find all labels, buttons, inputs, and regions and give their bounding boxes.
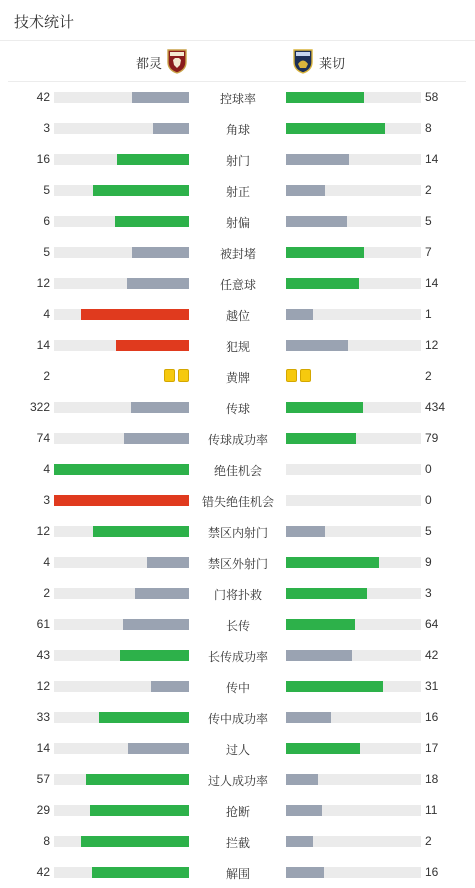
away-bar-track [286,712,421,723]
home-bar-fill [128,743,189,754]
stats-list [0,82,475,888]
yellow-card-icon [300,369,311,382]
away-bar-fill [286,216,347,227]
home-team-name: 都灵 [135,56,162,71]
away-bar-track [286,805,421,816]
stat-row [0,578,475,609]
header [0,0,475,41]
stat-row [0,857,475,888]
stat-label: 过人 [225,743,250,757]
stat-label: 禁区外射门 [207,557,268,571]
stat-row [0,361,475,392]
stat-label: 长传成功率 [207,650,268,664]
away-value: 14 [425,276,439,290]
home-bar-fill [92,867,189,878]
away-value: 5 [425,214,432,228]
home-bar-track [54,309,189,320]
stat-row [0,82,475,113]
stat-label: 任意球 [219,278,256,292]
stat-row [0,237,475,268]
lecce-crest-icon [292,48,314,74]
stat-row [0,113,475,144]
stat-row [0,206,475,237]
home-value: 2 [43,586,50,600]
home-bar-fill [81,309,189,320]
yellow-card-icon [286,369,297,382]
home-bar-track [54,433,189,444]
home-bar-fill [116,340,189,351]
home-bar-fill [117,154,189,165]
stat-row [0,454,475,485]
home-bar-fill [54,464,189,475]
away-bar-track [286,588,421,599]
away-value: 1 [425,307,432,321]
home-bar-fill [86,774,189,785]
away-bar-track [286,557,421,568]
home-value: 16 [36,152,50,166]
home-bar-fill [127,278,189,289]
away-bar-track [286,247,421,258]
stat-label: 长传 [225,619,250,633]
stat-row [0,547,475,578]
torino-bull-crest-icon [166,48,188,74]
away-value: 8 [425,121,432,135]
stat-row [0,826,475,857]
away-bar-track [286,154,421,165]
away-bar-fill [286,743,360,754]
home-value: 3 [43,121,50,135]
home-value: 12 [36,524,50,538]
away-yellow-cards [286,369,311,382]
home-bar-fill [132,92,189,103]
home-value: 2 [43,369,50,383]
stat-row [0,764,475,795]
home-bar-fill [153,123,189,134]
stat-row [0,640,475,671]
away-value: 11 [425,803,438,817]
stat-row [0,671,475,702]
away-value: 14 [425,152,439,166]
home-value: 322 [29,400,50,414]
home-value: 14 [36,741,50,755]
home-bar-track [54,650,189,661]
home-value: 14 [36,338,50,352]
home-bar-track [54,774,189,785]
home-value: 12 [36,679,50,693]
stat-label: 拦截 [225,836,250,850]
home-bar-track [54,619,189,630]
stat-row [0,268,475,299]
away-bar-fill [286,340,348,351]
away-value: 79 [425,431,439,445]
away-value: 0 [425,493,432,507]
away-bar-track [286,464,421,475]
stat-row [0,423,475,454]
home-bar-track [54,836,189,847]
home-bar-track [54,588,189,599]
away-bar-fill [286,867,324,878]
stat-row [0,609,475,640]
stat-label: 错失绝佳机会 [201,495,274,509]
home-bar-fill [135,588,189,599]
stat-label: 被封堵 [219,247,256,261]
home-bar-track [54,557,189,568]
away-bar-track [286,619,421,630]
away-value: 434 [425,400,446,414]
away-value: 2 [425,834,432,848]
home-value: 33 [36,710,50,724]
home-bar-fill [93,185,189,196]
stat-row [0,702,475,733]
home-bar-fill [124,433,189,444]
away-value: 3 [425,586,432,600]
home-bar-track [54,681,189,692]
stat-label: 抢断 [225,805,250,819]
home-bar-track [54,92,189,103]
home-bar-fill [81,836,189,847]
away-bar-track [286,774,421,785]
stat-label: 绝佳机会 [213,464,262,478]
home-value: 12 [36,276,50,290]
away-bar-fill [286,433,356,444]
away-value: 16 [425,710,439,724]
home-bar-fill [99,712,189,723]
stat-label: 越位 [225,309,250,323]
home-bar-track [54,185,189,196]
away-team-name: 莱切 [319,56,346,71]
away-bar-track [286,650,421,661]
home-bar-fill [54,495,189,506]
home-bar-track [54,867,189,878]
stat-label: 射偏 [225,216,250,230]
home-yellow-cards [164,369,189,382]
stat-label: 解围 [225,867,250,881]
away-bar-track [286,340,421,351]
home-bar-fill [120,650,189,661]
stat-row [0,795,475,826]
stat-label: 犯规 [225,340,250,354]
stat-label: 控球率 [219,92,256,106]
away-bar-track [286,216,421,227]
stat-label: 传中 [225,681,250,695]
home-value: 74 [36,431,50,445]
away-value: 2 [425,369,432,383]
home-bar-track [54,154,189,165]
away-bar-fill [286,247,364,258]
home-bar-track [54,247,189,258]
home-bar-track [54,805,189,816]
home-value: 5 [43,245,50,259]
teams-bar [8,41,466,82]
home-bar-track [54,123,189,134]
home-value: 42 [36,865,50,879]
away-value: 5 [425,524,432,538]
home-bar-fill [132,247,189,258]
away-bar-fill [286,185,325,196]
home-bar-track [54,278,189,289]
away-value: 64 [425,617,439,631]
away-bar-track [286,867,421,878]
away-bar-fill [286,619,355,630]
home-value: 61 [36,617,50,631]
stat-label: 门将扑救 [213,588,262,602]
away-bar-track [286,309,421,320]
home-bar-track [54,402,189,413]
home-bar-track [54,712,189,723]
away-bar-fill [286,92,364,103]
home-value: 5 [43,183,50,197]
home-value: 29 [36,803,50,817]
stat-row [0,392,475,423]
away-bar-track [286,278,421,289]
stat-label: 传球 [225,402,250,416]
stat-row [0,144,475,175]
stat-label: 传中成功率 [207,712,268,726]
stat-label: 射正 [225,185,250,199]
away-value: 31 [425,679,439,693]
home-bar-fill [93,526,189,537]
home-bar-fill [131,402,189,413]
away-bar-fill [286,526,325,537]
away-value: 17 [425,741,439,755]
away-bar-fill [286,774,318,785]
home-value: 43 [36,648,50,662]
stat-row [0,516,475,547]
stat-label: 黄牌 [225,371,250,385]
home-bar-track [54,526,189,537]
away-bar-fill [286,309,313,320]
home-bar-track [54,495,189,506]
away-bar-fill [286,650,352,661]
home-value: 8 [43,834,50,848]
away-bar-track [286,836,421,847]
stat-row [0,485,475,516]
away-bar-track [286,526,421,537]
home-value: 4 [43,462,50,476]
away-bar-track [286,681,421,692]
stat-label: 禁区内射门 [207,526,268,540]
home-bar-track [54,464,189,475]
home-bar-track [54,743,189,754]
away-bar-fill [286,123,385,134]
away-value: 42 [425,648,439,662]
away-value: 18 [425,772,439,786]
away-value: 58 [425,90,439,104]
away-bar-track [286,495,421,506]
away-value: 9 [425,555,432,569]
away-bar-track [286,433,421,444]
away-bar-fill [286,805,322,816]
away-value: 16 [425,865,439,879]
away-bar-track [286,92,421,103]
away-bar-fill [286,278,359,289]
away-bar-fill [286,712,331,723]
away-bar-fill [286,154,349,165]
away-value: 0 [425,462,432,476]
home-value: 6 [43,214,50,228]
home-value: 42 [36,90,50,104]
away-value: 12 [425,338,439,352]
home-bar-fill [90,805,189,816]
home-bar-track [54,216,189,227]
home-value: 4 [43,307,50,321]
away-bar-fill [286,836,313,847]
stat-row [0,299,475,330]
away-bar-fill [286,402,363,413]
stat-row [0,175,475,206]
yellow-card-icon [178,369,189,382]
away-bar-fill [286,557,379,568]
away-bar-track [286,743,421,754]
away-bar-track [286,123,421,134]
home-value: 4 [43,555,50,569]
home-value: 3 [43,493,50,507]
stat-label: 角球 [225,123,250,137]
home-bar-fill [147,557,189,568]
home-bar-track [54,340,189,351]
stat-label: 传球成功率 [207,433,268,447]
away-bar-track [286,185,421,196]
page-title: 技术统计 [14,14,75,31]
home-value: 57 [36,772,50,786]
away-value: 7 [425,245,432,259]
away-bar-fill [286,588,367,599]
away-value: 2 [425,183,432,197]
home-bar-fill [151,681,189,692]
stat-label: 射门 [225,154,250,168]
stat-row [0,733,475,764]
home-bar-fill [115,216,189,227]
yellow-card-icon [164,369,175,382]
away-bar-track [286,402,421,413]
home-bar-fill [123,619,189,630]
stat-label: 过人成功率 [207,774,268,788]
stat-row [0,330,475,361]
away-bar-fill [286,681,383,692]
